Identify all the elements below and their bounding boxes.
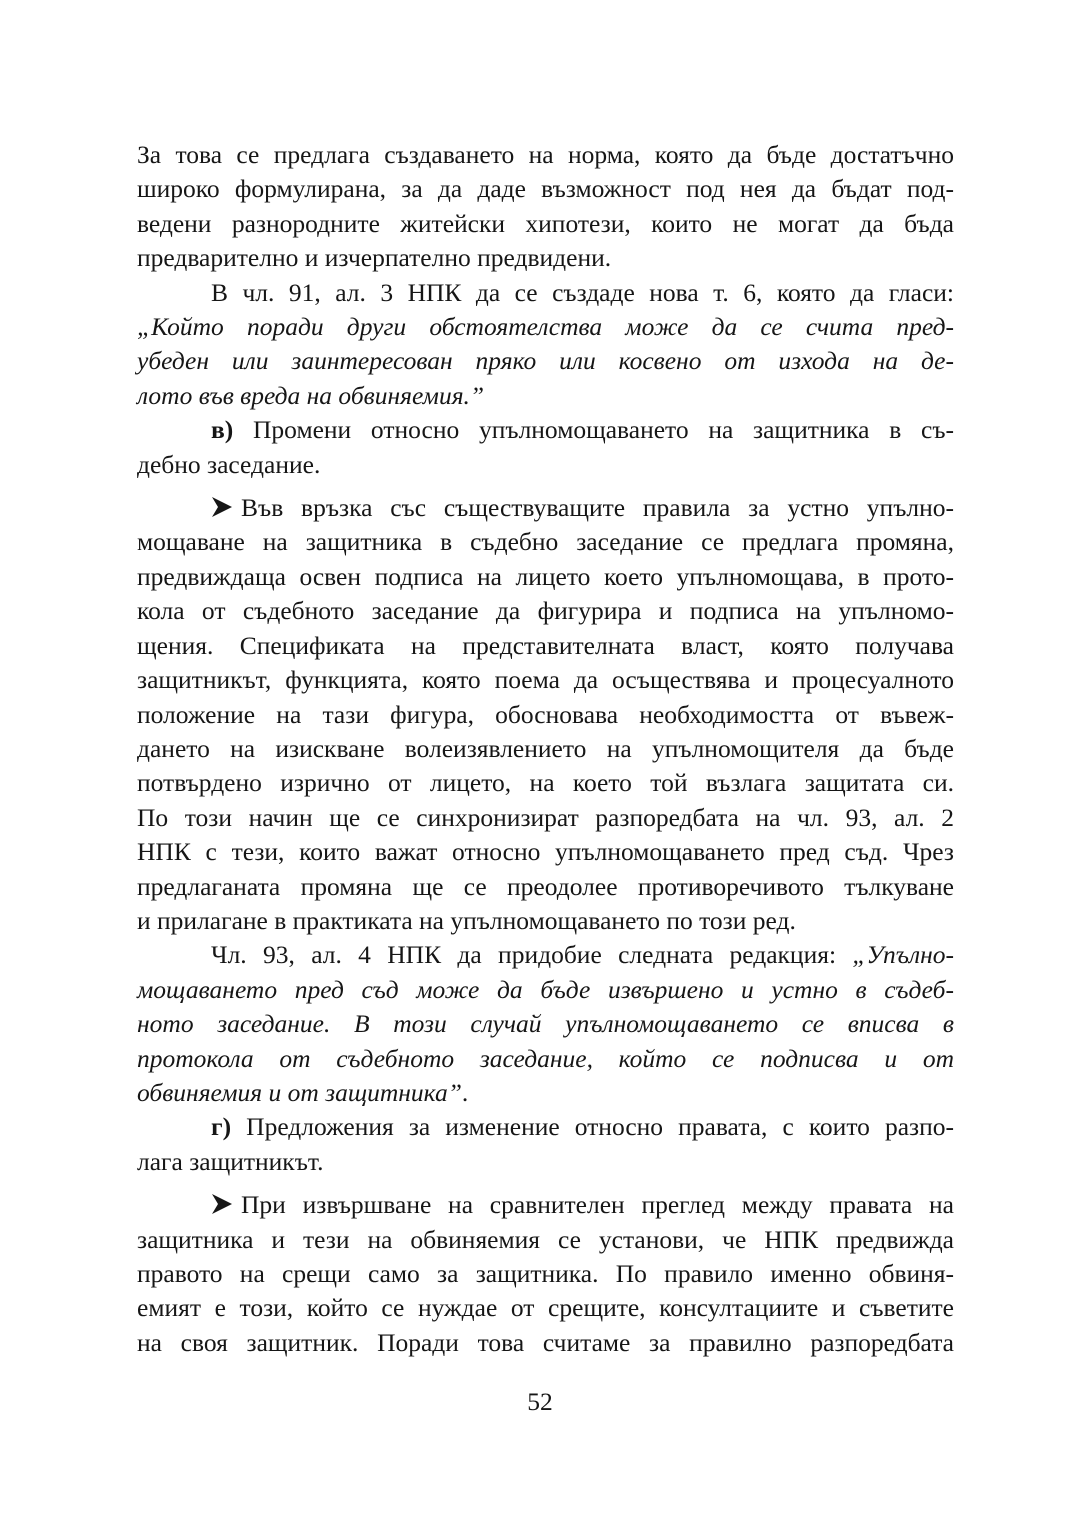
text-line [137,1110,954,1144]
paragraph-2 [137,276,954,414]
text-line: По този начин ще се синхронизират разпоредбата на чл. 93, ал. 2 [137,802,954,832]
paragraph-7 [137,1188,954,1360]
text-line [137,413,954,447]
section-marker-v: в) [211,415,234,445]
arrowhead-bullet-icon [211,1193,233,1215]
text-line: предвиждаща освен подписа на лицето което упълномощава, в прото- [137,561,954,591]
text-line: емият е този, който се нуждае от срещите, консултациите и съветите [137,1293,954,1323]
quoted-text-line: мощаването пред съд може да бъде извършено и устно в съдеб- [137,974,954,1004]
text-line: мощаване на защитника в съдебно заседание се предлага промяна, [137,527,954,557]
quoted-text-fragment: „Упълно- [852,940,954,970]
text-line: НПК с тези, които важат относно упълномощаването пред съд. Чрез [137,837,954,867]
paragraph-5 [137,938,954,1110]
text-line: лага защитникът. [137,1146,324,1176]
text-line [137,1188,954,1222]
text-fragment: Във връзка със съществуващите правила за устно упълно- [241,493,954,523]
paragraph-1 [137,138,954,276]
text-line: потвърдено изрично от лицето, на което той възлага защитата си. [137,768,954,798]
text-fragment: Промени относно упълномощаването на защитника в съ- [233,415,954,445]
quoted-text-line: убеден или заинтересован пряко или косвено от изхода на де- [137,346,954,376]
arrowhead-bullet-icon [211,496,233,518]
paragraph-6 [137,1110,954,1179]
text-line: положение на тази фигура, обосновава необходимостта от въвеж- [137,699,954,729]
text-line: широко формулирана, за да даде възможност под нея да бъдат под- [137,174,954,204]
quoted-text-line: „Който поради други обстоятелства може да се счита пред- [137,312,954,342]
text-line: дебно заседание. [137,449,321,479]
quoted-text-fragment: обвиняемия и от защитника” [137,1077,462,1107]
text-line: правото на срещи само за защитника. По правило именно обвиня- [137,1259,954,1288]
text-fragment: При извършване на сравнителен преглед между правата на [241,1190,954,1220]
quoted-text-line: лото във вреда на обвиняемия.” [137,380,485,410]
text-line: За това се предлага създаването на норма, която да бъде достатъчно [137,140,954,169]
quoted-text-line: ното заседание. В този случай упълномощаването се вписва в [137,1009,954,1039]
text-line [137,1076,954,1110]
page-number: 52 [527,1387,553,1416]
text-line: дането на изискване волеизявлението на упълномощителя да бъде [137,733,954,763]
document-page [137,138,954,1360]
text-line: защитникът, функцията, която поема да осъществява и процесуалното [137,665,954,695]
quoted-text-line: протокола от съдебното заседание, който се подписва и от [137,1043,954,1073]
text-line: В чл. 91, ал. 3 НПК да се създаде нова т. 6, която да гласи: [211,277,954,307]
paragraph-4 [137,491,954,938]
text-line: предварително и изчерпателно предвидени. [137,243,612,273]
text-line [137,491,954,525]
text-line [137,938,954,972]
paragraph-gap [137,1179,954,1188]
text-line: ведени разнородните житейски хипотези, които не могат да бъда [137,208,954,238]
text-fragment: . [461,1077,469,1107]
text-line: кола от съдебното заседание да фигурира и подписа на упълномо- [137,596,954,626]
text-fragment: Чл. 93, ал. 4 НПК да придобие следната редакция: [211,940,853,970]
paragraph-3 [137,413,954,482]
text-line: и прилагане в практиката на упълномощаването по този ред. [137,905,796,935]
text-fragment: Предложения за изменение относно правата, с които разпо- [231,1112,954,1142]
text-line: предлаганата промяна ще се преодолее противоречивото тълкуване [137,871,954,901]
text-line: защитника и тези на обвиняемия се установи, че НПК предвижда [137,1224,954,1254]
paragraph-gap [137,482,954,491]
text-line: щения. Спецификата на представителната власт, която получава [137,630,954,660]
section-marker-g: г) [211,1112,232,1142]
text-line: на своя защитник. Поради това считаме за правилно разпоредбата [137,1327,954,1357]
